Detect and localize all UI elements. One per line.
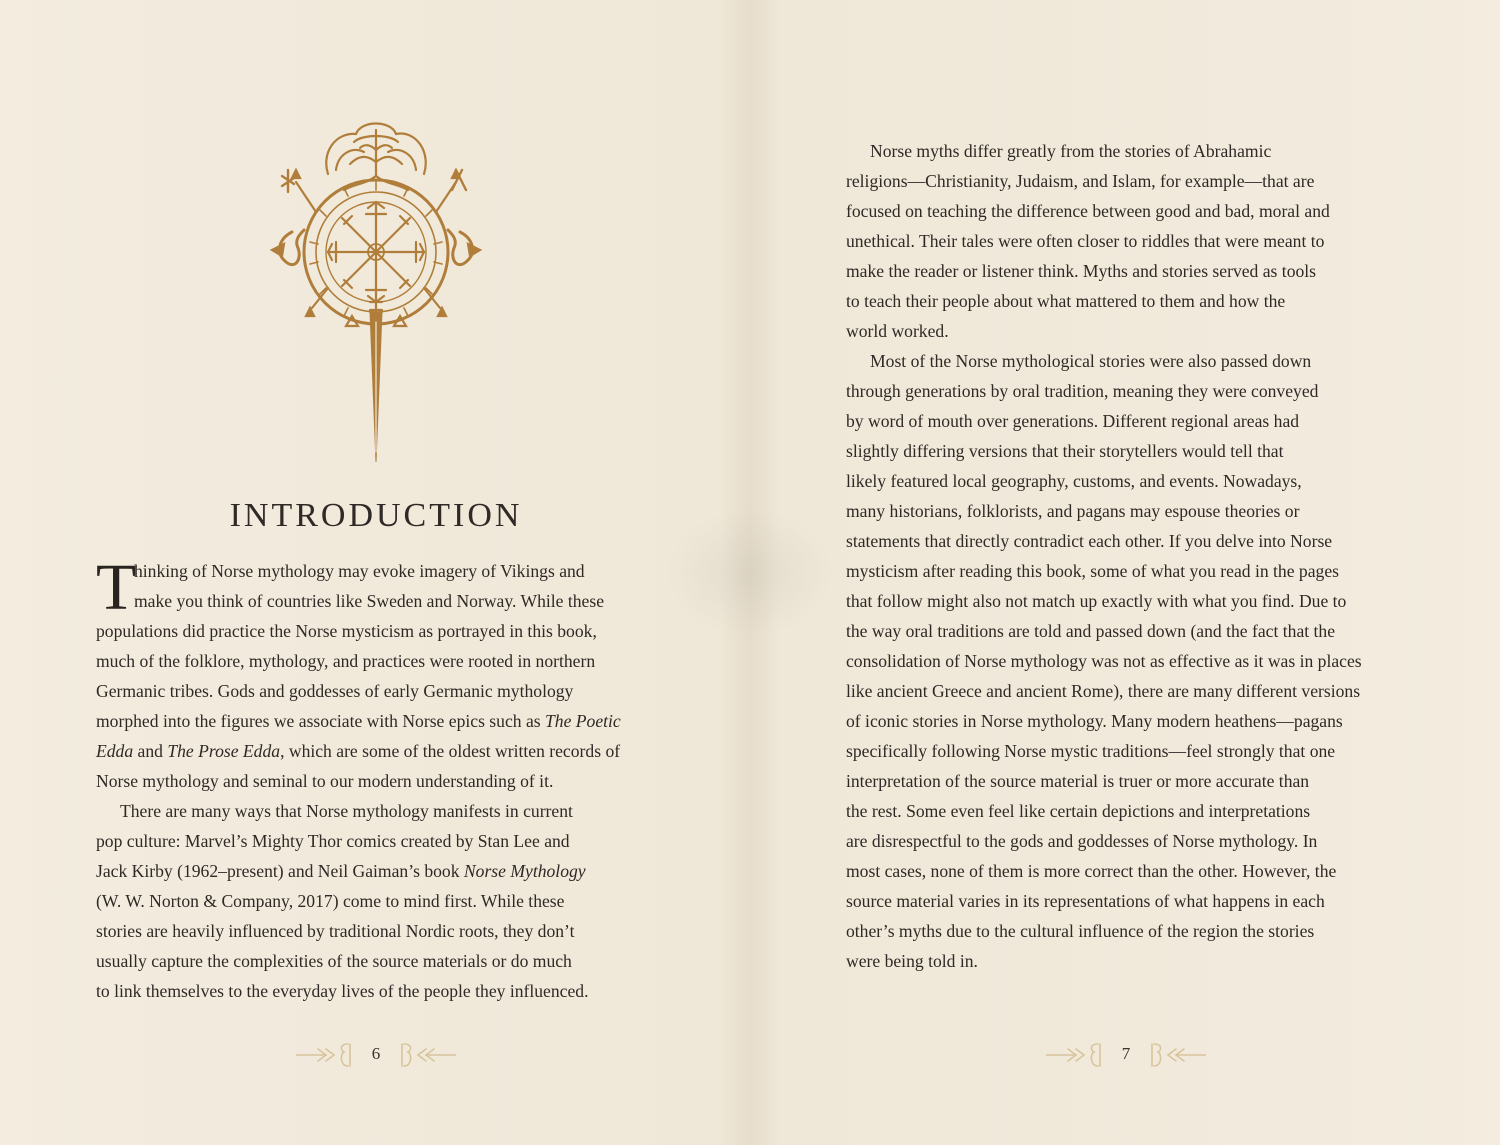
text-line: of iconic stories in Norse mythology. Many modern heathens—pagans: [846, 711, 1343, 731]
text-line: make you think of countries like Sweden and Norway. While these: [134, 591, 605, 611]
text-line: unethical. Their tales were often closer to riddles that were meant to: [846, 231, 1325, 251]
text-line: specifically following Norse mystic traditions—feel strongly that one: [846, 741, 1336, 761]
page-number: 6: [371, 1044, 381, 1063]
text-line: (W. W. Norton & Company, 2017) come to mind first. While these: [96, 891, 565, 911]
text-line: pop culture: Marvel’s Mighty Thor comics created by Stan Lee and: [96, 831, 570, 851]
text-line: the way oral traditions are told and passed down (and the fact that the: [846, 621, 1336, 641]
text-line: Norse myths differ greatly from the stories of Abrahamic: [870, 141, 1272, 161]
text-line: many historians, folklorists, and pagans may espouse theories or: [846, 501, 1300, 521]
text-segment: and: [133, 741, 168, 761]
text-line: Germanic tribes. Gods and goddesses of early Germanic mythology: [96, 681, 574, 701]
text-line: to link themselves to the everyday lives of the people they influenced.: [96, 981, 589, 1001]
text-line: usually capture the complexities of the source materials or do much: [96, 951, 572, 971]
folio-right: [1046, 1040, 1206, 1070]
text-segment: morphed into the figures we associate with Norse epics such as: [96, 711, 546, 731]
text-line: through generations by oral tradition, meaning they were conveyed: [846, 381, 1319, 401]
page-number: 7: [1121, 1044, 1131, 1063]
drop-cap: T: [96, 551, 137, 624]
text-line: statements that directly contradict each other. If you delve into Norse: [846, 531, 1333, 551]
text-line: mysticism after reading this book, some of what you read in the pages: [846, 561, 1339, 581]
text-line: consolidation of Norse mythology was not as effective as it was in places: [846, 651, 1362, 671]
text-line: most cases, none of them is more correct than the other. However, the: [846, 861, 1337, 881]
text-line: much of the folklore, mythology, and practices were rooted in northern: [96, 651, 596, 671]
text-line: world worked.: [846, 321, 949, 341]
text-line: are disrespectful to the gods and goddesses of Norse mythology. In: [846, 831, 1318, 851]
text-line: by word of mouth over generations. Different regional areas had: [846, 411, 1300, 431]
text-line: hinking of Norse mythology may evoke imagery of Vikings and: [134, 561, 585, 581]
text-line: populations did practice the Norse mysticism as portrayed in this book,: [96, 621, 597, 641]
text-line: source material varies in its representations of what happens in each: [846, 891, 1325, 911]
text-line: likely featured local geography, customs, and events. Nowadays,: [846, 471, 1302, 491]
text-line: make the reader or listener think. Myths and stories served as tools: [846, 261, 1317, 281]
text-line: focused on teaching the difference between good and bad, moral and: [846, 201, 1330, 221]
text-line: [96, 856, 662, 886]
text-line: were being told in.: [846, 951, 978, 971]
book-title-italic: Norse Mythology: [463, 861, 586, 881]
right-body-text: [846, 136, 1412, 976]
book-title-italic: Edda: [96, 741, 134, 761]
text-line: [96, 736, 662, 766]
folio-left: [296, 1040, 456, 1070]
text-line: like ancient Greece and ancient Rome), there are many different versions: [846, 681, 1361, 701]
book-title-italic: The Poetic: [545, 711, 621, 731]
text-line: Most of the Norse mythological stories were also passed down: [870, 351, 1312, 371]
text-segment: , which are some of the oldest written records of: [280, 741, 621, 761]
text-segment: Jack Kirby (1962–present) and Neil Gaiman’s book: [96, 861, 464, 881]
text-line: other’s myths due to the cultural influence of the region the stories: [846, 921, 1315, 941]
right-page: [750, 0, 1500, 1145]
text-line: stories are heavily influenced by traditional Nordic roots, they don’t: [96, 921, 575, 941]
text-line: that follow might also not match up exactly with what you find. Due to: [846, 591, 1347, 611]
text-line: Norse mythology and seminal to our modern understanding of it.: [96, 771, 554, 791]
text-line: There are many ways that Norse mythology manifests in current: [120, 801, 573, 821]
text-line: interpretation of the source material is truer or more accurate than: [846, 771, 1310, 791]
text-line: the rest. Some even feel like certain depictions and interpretations: [846, 801, 1311, 821]
yggdrasil-vegvisir-emblem-icon: [266, 112, 486, 464]
text-line: to teach their people about what mattered to them and how the: [846, 291, 1286, 311]
text-line: religions—Christianity, Judaism, and Islam, for example—that are: [846, 171, 1315, 191]
left-body-text: [96, 551, 662, 1006]
text-line: slightly differing versions that their storytellers would tell that: [846, 441, 1284, 461]
book-title-italic: The Prose Edda: [167, 741, 281, 761]
chapter-title: INTRODUCTION: [229, 497, 523, 534]
text-line: [96, 706, 662, 736]
